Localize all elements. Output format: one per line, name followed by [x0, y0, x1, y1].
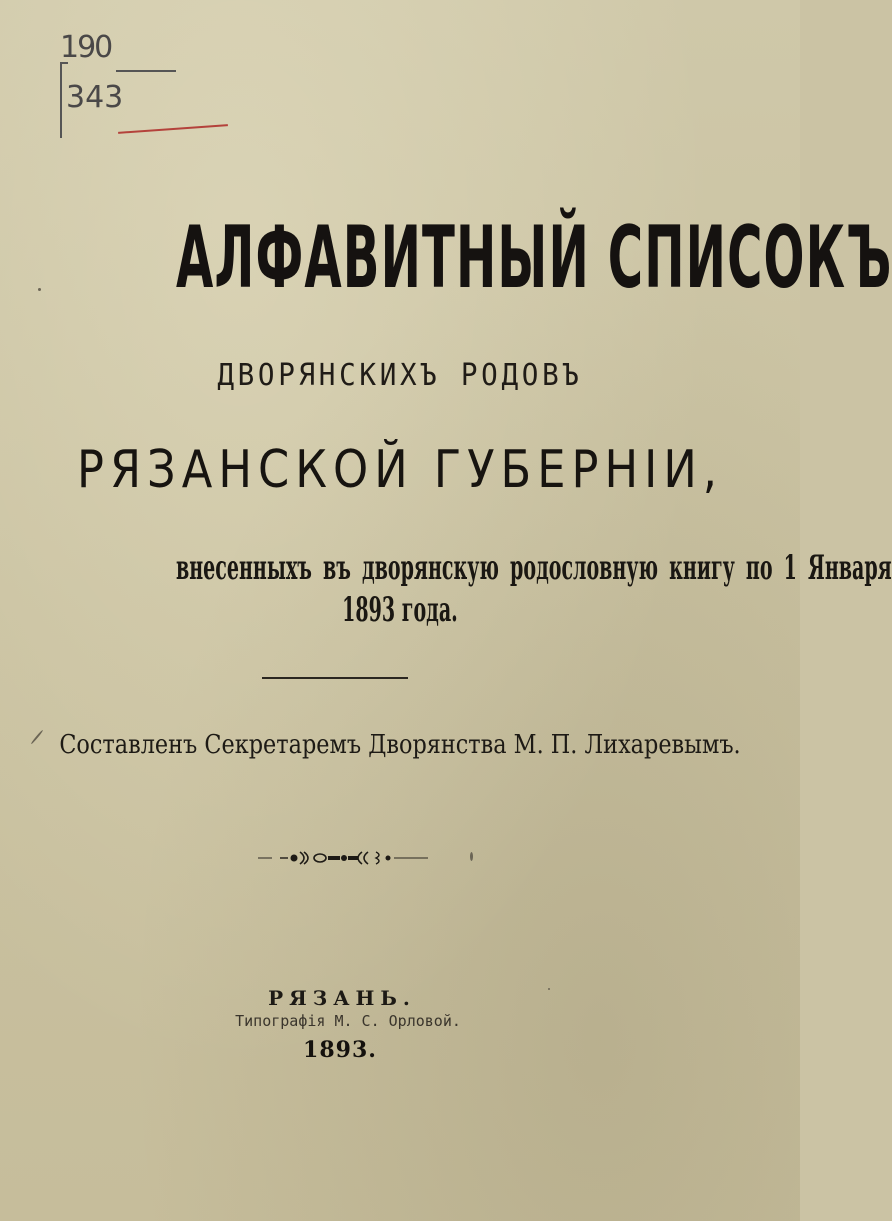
imprint-printer: Типографія М. С. Орловой.	[235, 1012, 461, 1030]
divider-rule	[262, 677, 408, 679]
paper-speck	[30, 729, 43, 744]
shelf-mark-rule	[116, 70, 176, 72]
ornament-divider	[258, 846, 428, 870]
paper-speck	[548, 988, 550, 990]
imprint-city: РЯЗАНЬ.	[268, 986, 416, 1010]
subtitle: ДВОРЯНСКИХЪ РОДОВЪ	[217, 358, 583, 393]
imprint-year: 1893.	[303, 1037, 377, 1063]
entered-line: внесенныхъ въ дворянскую родословную книгу по 1 Января	[176, 548, 892, 588]
shelf-mark-number-1: 190	[60, 30, 112, 65]
red-pencil-mark	[118, 124, 228, 134]
main-title: АЛФАВИТНЫЙ СПИСОКЪ	[176, 208, 892, 308]
paper-speck	[38, 288, 41, 291]
shelf-mark-number-2: 343	[66, 80, 124, 115]
paper-speck	[470, 852, 473, 861]
compiler-line: Составленъ Секретаремъ Дворянства М. П. Лихаревымъ.	[59, 730, 741, 760]
entered-year: 1893 года.	[342, 590, 458, 630]
province-heading: РЯЗАНСКОЙ ГУБЕРНІИ,	[76, 440, 724, 500]
